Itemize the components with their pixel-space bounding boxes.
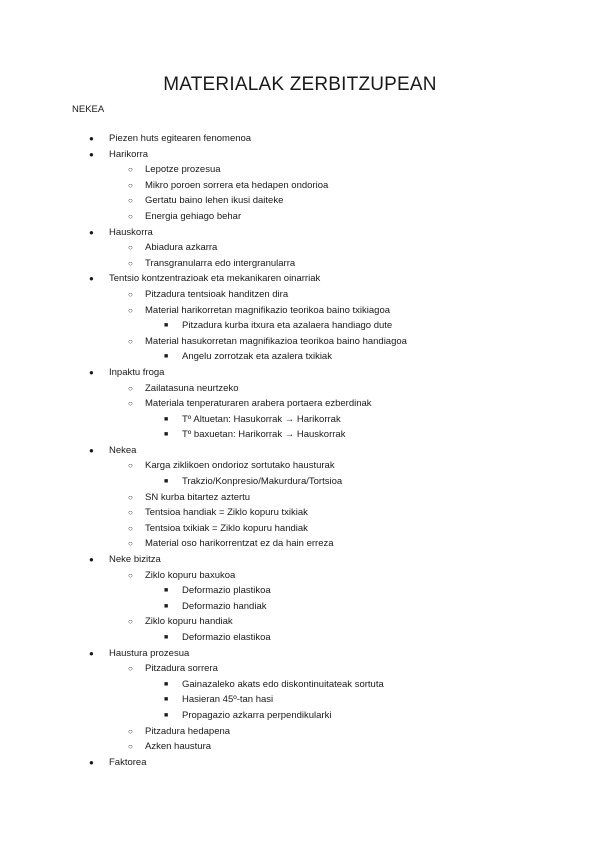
bullet-marker: ● (89, 757, 94, 767)
bullet-marker: ■ (164, 415, 169, 423)
list-item-level-3 (0, 599, 600, 615)
list-item-level-2 (0, 521, 600, 537)
list-item-level-1 (0, 646, 600, 662)
list-item-text: Material harikorretan magnifikazio teorikoa baino txikiagoa (145, 304, 391, 316)
list-item-level-2 (0, 303, 600, 319)
list-item-level-3 (0, 708, 600, 724)
bullet-marker: ■ (164, 711, 169, 719)
list-item-text: Zailatasuna neurtzeko (145, 382, 239, 394)
list-item-level-3 (0, 412, 600, 428)
list-item-text: Pitzadura sorrera (145, 663, 218, 675)
list-item-text: Abiadura azkarra (145, 242, 218, 254)
bullet-marker: ○ (128, 289, 133, 299)
list-item-text: Deformazio elastikoa (182, 632, 271, 643)
bullet-marker: ○ (128, 336, 133, 346)
list-item-text: Inpaktu froga (109, 366, 165, 378)
list-item-level-2 (0, 334, 600, 350)
bullet-marker: ● (89, 445, 94, 455)
bullet-marker: ○ (128, 180, 133, 190)
bullet-marker: ○ (128, 243, 133, 253)
bullet-marker: ● (89, 367, 94, 377)
bullet-marker: ● (89, 149, 94, 159)
list-item-text: Pitzadura hedapena (145, 725, 231, 737)
list-item-level-2 (0, 287, 600, 303)
bullet-marker: ○ (128, 523, 133, 533)
list-item-level-1 (0, 131, 600, 147)
list-item-level-2 (0, 240, 600, 256)
bullet-marker: ○ (128, 617, 133, 627)
list-item-level-2 (0, 162, 600, 178)
list-item-text: Hasieran 45º-tan hasi (182, 694, 274, 706)
bullet-marker: ○ (128, 399, 133, 409)
list-item-level-1 (0, 365, 600, 381)
bullet-marker: ■ (164, 602, 169, 610)
list-item-level-2 (0, 193, 600, 209)
list-item-text: Mikro poroen sorrera eta hedapen ondorioa (145, 179, 329, 191)
list-item-text: Angelu zorrotzak eta azalera txikiak (182, 351, 332, 363)
list-item-text: Materiala tenperaturaren arabera portaera ezberdinak (145, 398, 372, 410)
list-item-text: Tentsio kontzentrazioak eta mekanikaren oinarriak (109, 273, 321, 285)
list-item-level-3 (0, 583, 600, 599)
list-item-text: Pitzadura kurba itxura eta azalaera handiago dute (182, 320, 393, 332)
bullet-marker: ■ (164, 322, 169, 330)
bullet-marker: ○ (128, 305, 133, 315)
list-item-level-2 (0, 381, 600, 397)
bullet-marker: ○ (128, 508, 133, 518)
list-item-text: Pitzadura tentsioak handitzen dira (145, 288, 289, 300)
list-item-level-3 (0, 474, 600, 490)
list-item-text: Deformazio handiak (182, 600, 267, 612)
list-item-level-2 (0, 256, 600, 272)
list-item-level-2 (0, 614, 600, 630)
bullet-marker: ● (89, 274, 94, 284)
bullet-marker: ■ (164, 680, 169, 688)
page-title: MATERIALAK ZERBITZUPEAN (163, 74, 437, 95)
list-item-level-2 (0, 396, 600, 412)
list-item-level-2 (0, 490, 600, 506)
list-item-text: Ziklo kopuru handiak (145, 616, 233, 628)
list-item-text: Material oso harikorrentzat ez da hain erreza (145, 538, 334, 550)
list-item-text: Azken haustura (145, 741, 212, 753)
bullet-marker: ■ (164, 478, 169, 486)
bullet-marker: ○ (128, 461, 133, 471)
list-item-text: Transgranularra edo intergranularra (145, 257, 296, 269)
list-item-text: Energia gehiago behar (145, 210, 242, 222)
list-item-text: Harikorra (109, 148, 149, 160)
list-item-level-2 (0, 458, 600, 474)
list-item-text: Gertatu baino lehen ikusi daiteke (145, 195, 284, 207)
list-item-text: Tº baxuetan: Harikorrak → Hauskorrak (182, 429, 346, 441)
bullet-marker: ○ (128, 742, 133, 752)
list-item-text: Deformazio plastikoa (182, 585, 271, 597)
list-item-text: Faktorea (109, 756, 147, 768)
bullet-marker: ○ (128, 165, 133, 175)
list-item-text: SN kurba bitartez aztertu (145, 491, 251, 503)
bullet-marker: ■ (164, 587, 169, 595)
list-item-level-1 (0, 755, 600, 771)
bullet-marker: ● (89, 555, 94, 565)
list-item-level-2 (0, 209, 600, 225)
list-item-text: Tº Altuetan: Hasukorrak → Harikorrak (182, 413, 341, 425)
list-item-level-1 (0, 147, 600, 163)
list-item-text: Trakzio/Konpresio/Makurdura/Tortsioa (182, 476, 343, 488)
bullet-marker: ● (89, 227, 94, 237)
bullet-marker: ■ (164, 353, 169, 361)
list-item-level-3 (0, 692, 600, 708)
bullet-list (0, 131, 600, 770)
list-item-level-1 (0, 271, 600, 287)
list-item-level-3 (0, 677, 600, 693)
list-item-level-1 (0, 225, 600, 241)
list-item-level-1 (0, 443, 600, 459)
bullet-marker: ● (89, 648, 94, 658)
list-item-level-3 (0, 630, 600, 646)
list-item-text: Piezen huts egitearen fenomenoa (109, 133, 252, 144)
list-item-level-1 (0, 552, 600, 568)
bullet-marker: ○ (128, 383, 133, 393)
list-item-text: Material hasukorretan magnifikazioa teorikoa baino handiagoa (145, 335, 407, 347)
bullet-marker: ○ (128, 211, 133, 221)
list-item-text: Tentsioa handiak = Ziklo kopuru txikiak (145, 507, 308, 519)
list-item-text: Nekea (109, 444, 137, 456)
section-heading: NEKEA (72, 104, 105, 115)
bullet-marker: ○ (128, 570, 133, 580)
list-item-text: Gainazaleko akats edo diskontinuitateak sortuta (182, 678, 384, 690)
list-item-level-3 (0, 349, 600, 365)
list-item-level-2 (0, 536, 600, 552)
list-item-text: Tentsioa txikiak = Ziklo kopuru handiak (145, 522, 308, 534)
bullet-marker: ○ (128, 726, 133, 736)
list-item-level-2 (0, 505, 600, 521)
list-item-level-3 (0, 318, 600, 334)
list-item-text: Ziklo kopuru baxukoa (145, 569, 236, 581)
list-item-level-2 (0, 739, 600, 755)
list-item-text: Haustura prozesua (109, 647, 190, 659)
list-item-level-2 (0, 178, 600, 194)
list-item-level-2 (0, 724, 600, 740)
list-item-text: Hauskorra (109, 226, 153, 238)
list-item-level-3 (0, 427, 600, 443)
list-item-text: Neke bizitza (109, 554, 161, 566)
list-item-level-2 (0, 568, 600, 584)
list-item-level-2 (0, 661, 600, 677)
list-item-text: Lepotze prozesua (145, 164, 221, 176)
list-item-text: Propagazio azkarra perpendikularki (182, 709, 332, 721)
bullet-marker: ○ (128, 196, 133, 206)
list-item-text: Karga ziklikoen ondorioz sortutako hausturak (145, 460, 335, 472)
bullet-marker: ○ (128, 664, 133, 674)
bullet-marker: ○ (128, 492, 133, 502)
bullet-marker: ■ (164, 696, 169, 704)
bullet-marker: ● (89, 134, 94, 143)
bullet-marker: ■ (164, 431, 169, 439)
bullet-marker: ○ (128, 539, 133, 549)
bullet-marker: ■ (164, 634, 169, 641)
bullet-marker: ○ (128, 258, 133, 268)
